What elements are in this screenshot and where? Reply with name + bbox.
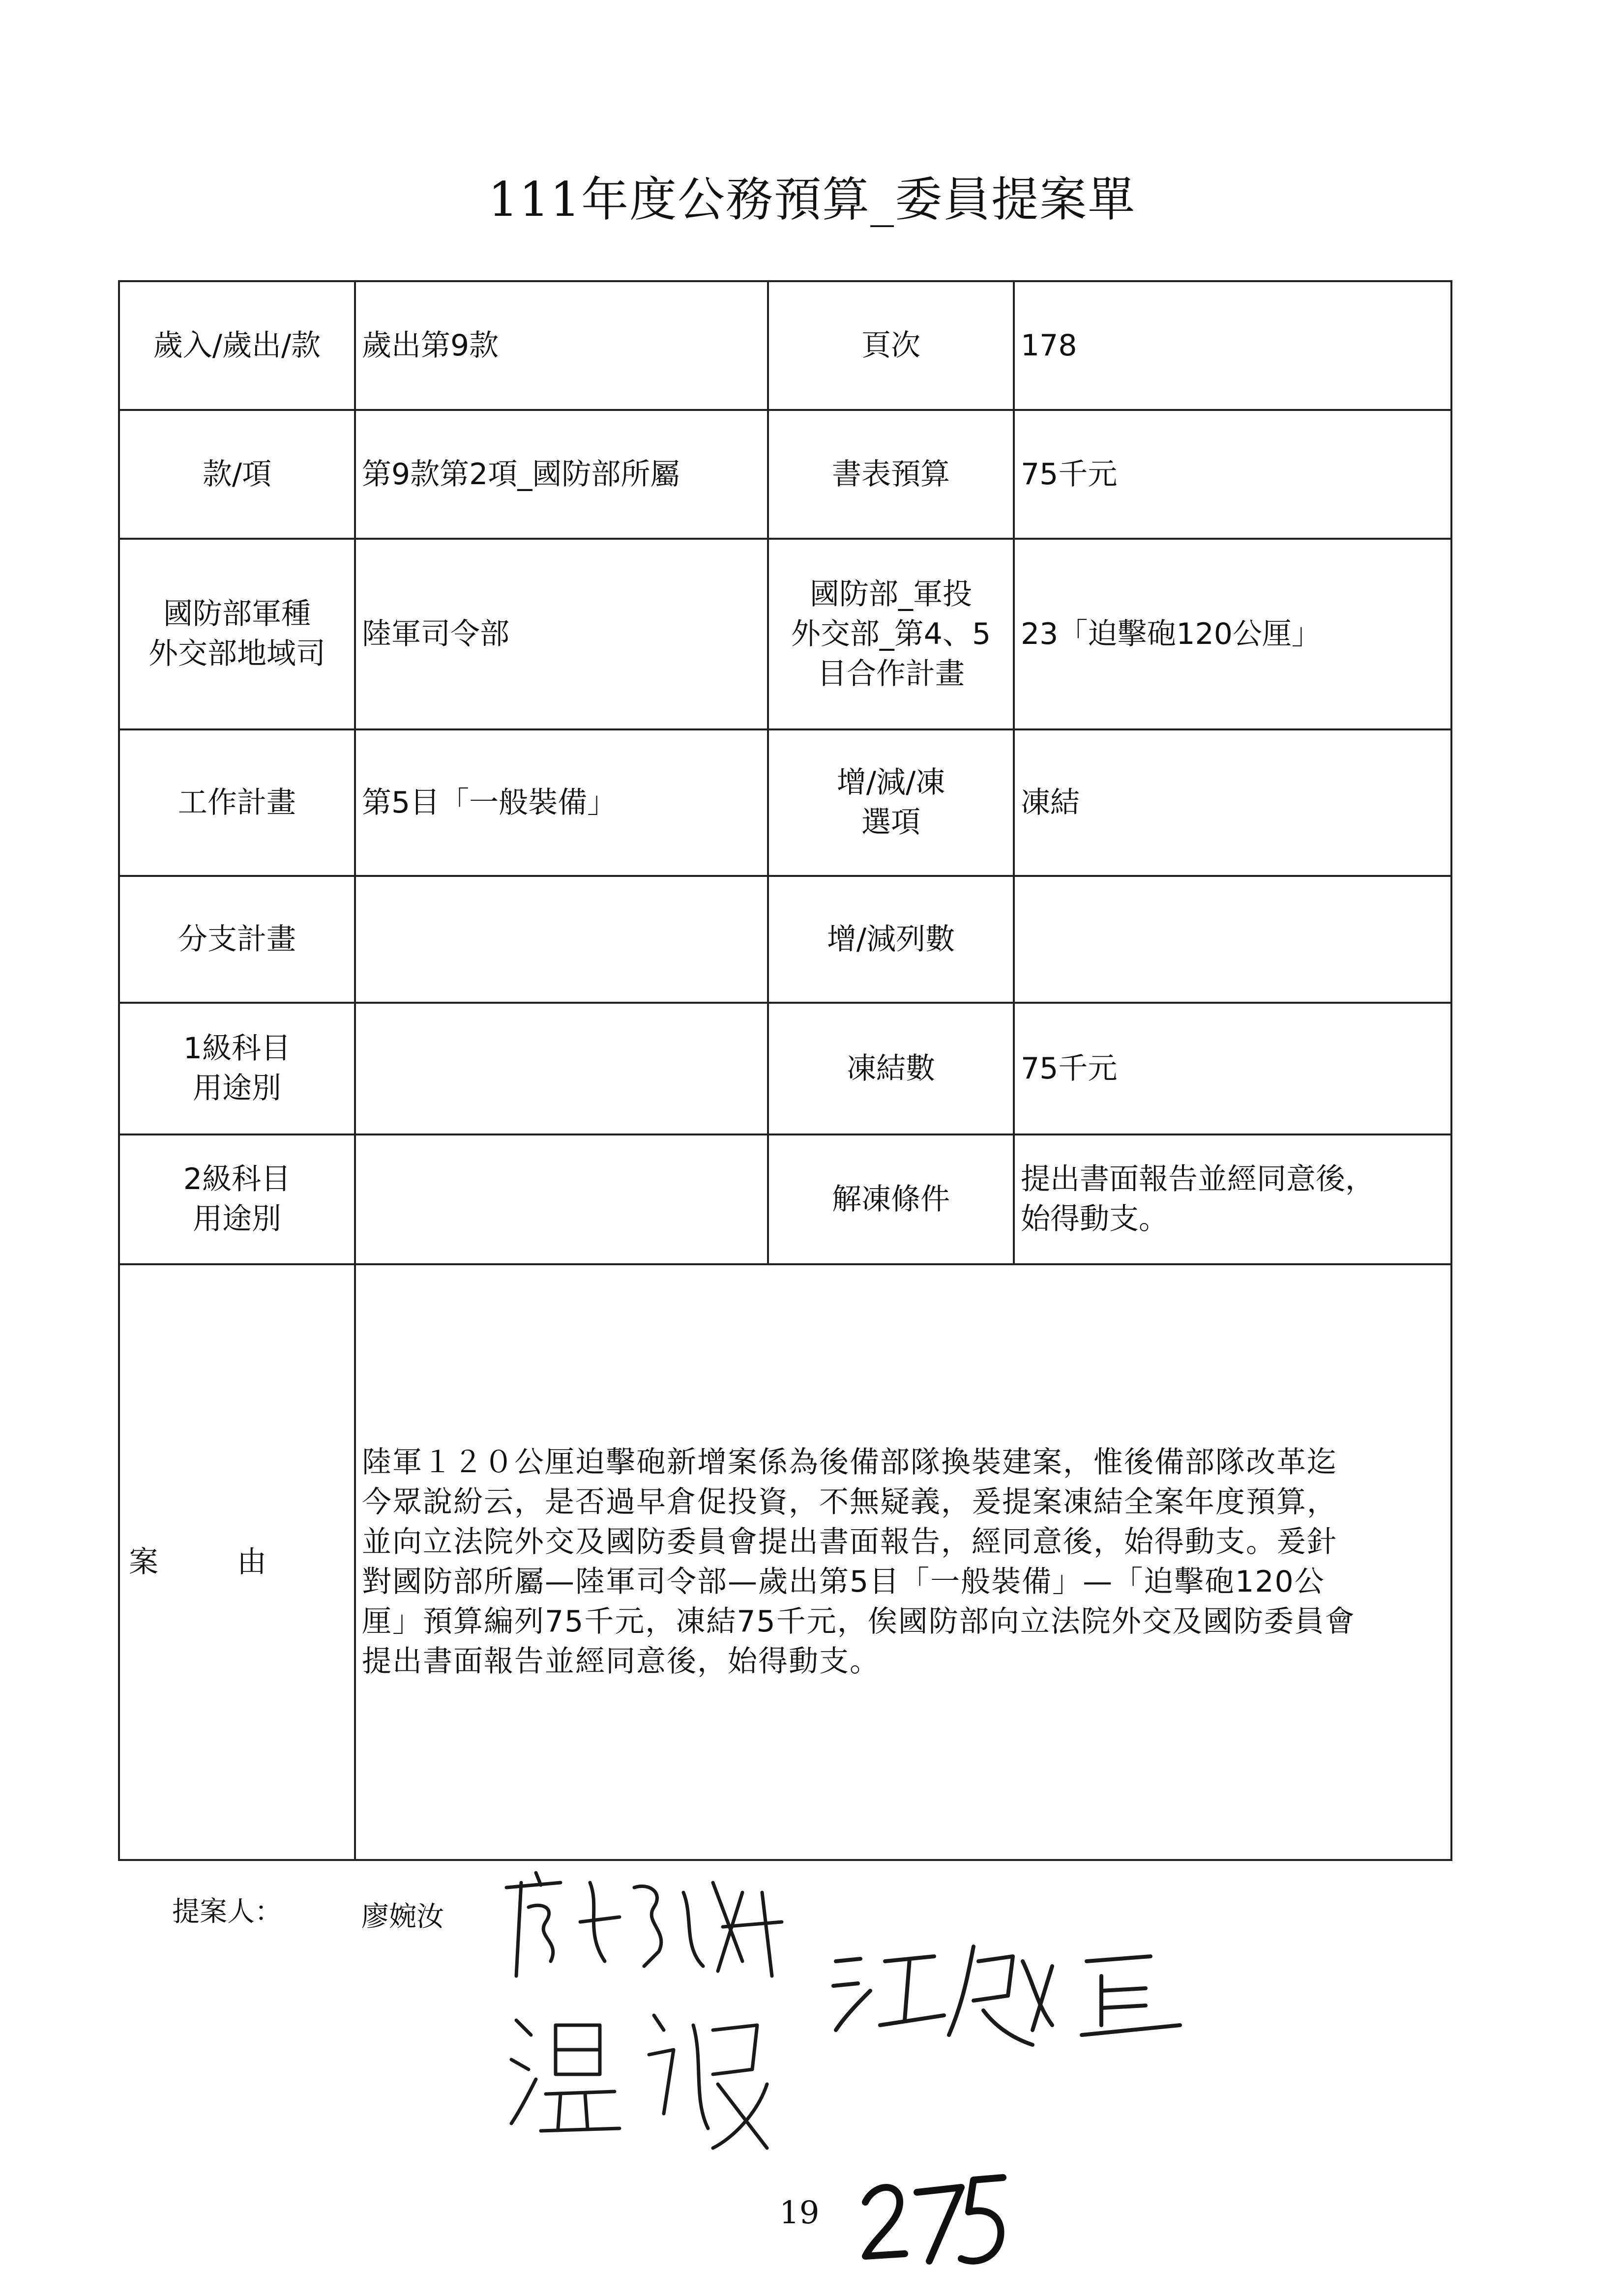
label-line: 增/減/凍 — [836, 765, 945, 800]
reason-text — [355, 1264, 1451, 1860]
field-value: 75千元 — [1014, 410, 1451, 539]
reason-label: 案由 — [119, 1264, 355, 1860]
label-line: 用途別 — [193, 1202, 281, 1236]
field-label: 分支計畫 — [119, 876, 355, 1003]
label-line: 選項 — [861, 805, 920, 840]
field-value: 陸軍司令部 — [355, 539, 768, 729]
value-line: 始得動支。 — [1021, 1202, 1168, 1236]
signature-1 — [487, 1863, 801, 1991]
field-value: 歲出第9款 — [355, 281, 768, 410]
label-line: 國防部_軍投 — [810, 577, 972, 611]
field-label: 頁次 — [768, 281, 1014, 410]
reason-line: 並向立法院外交及國防委員會提出書面報告，經同意後，始得動支。爰針 — [362, 1525, 1337, 1559]
page-number: 19 — [779, 2195, 820, 2231]
table-row — [119, 410, 1451, 539]
field-value: 第5目「一般裝備」 — [355, 729, 768, 876]
label-line: 1級科目 — [183, 1031, 291, 1066]
label-line: 外交部地域司 — [148, 637, 325, 671]
reason-line: 陸軍１２０公厘迫擊砲新增案係為後備部隊換裝建案，惟後備部隊改革迄 — [362, 1445, 1337, 1480]
handwritten-page-number — [856, 2163, 1013, 2276]
field-label: 解凍條件 — [768, 1134, 1014, 1264]
label-line: 用途別 — [193, 1071, 281, 1105]
field-value — [1014, 876, 1451, 1003]
table-row — [119, 729, 1451, 876]
field-value: 178 — [1014, 281, 1451, 410]
proposer-label: 提案人： — [172, 1896, 282, 1928]
field-label: 工作計畫 — [119, 729, 355, 876]
label-line: 國防部軍種 — [163, 597, 311, 631]
reason-line: 今眾說紛云，是否過早倉促投資，不無疑義，爰提案凍結全案年度預算， — [362, 1485, 1337, 1519]
field-label: 歲入/歲出/款 — [119, 281, 355, 410]
value-line: 提出書面報告並經同意後， — [1021, 1162, 1375, 1196]
field-label — [119, 539, 355, 729]
field-value — [355, 1003, 768, 1134]
field-value: 第9款第2項_國防部所屬 — [355, 410, 768, 539]
field-label: 書表預算 — [768, 410, 1014, 539]
signature-3 — [826, 1932, 1200, 2055]
table-row — [119, 1134, 1451, 1264]
field-label: 款/項 — [119, 410, 355, 539]
field-value — [355, 876, 768, 1003]
table-row — [119, 281, 1451, 410]
table-row-reason — [119, 1264, 1451, 1860]
field-value: 23「迫擊砲120公厘」 — [1014, 539, 1451, 729]
field-label — [768, 729, 1014, 876]
reason-line: 厘」預算編列75千元，凍結75千元，俟國防部向立法院外交及國防委員會 — [362, 1604, 1356, 1639]
table-row — [119, 539, 1451, 729]
reason-line: 提出書面報告並經同意後，始得動支。 — [362, 1644, 880, 1679]
document-title: 111年度公務預算_委員提案單 — [488, 172, 1136, 227]
field-label — [768, 539, 1014, 729]
field-label — [119, 1003, 355, 1134]
proposal-form-table — [118, 280, 1452, 1861]
label-line: 2級科目 — [183, 1162, 291, 1196]
field-label: 凍結數 — [768, 1003, 1014, 1134]
label-line: 外交部_第4、5 — [791, 616, 991, 651]
reason-line: 對國防部所屬—陸軍司令部—歲出第5目「一般裝備」—「迫擊砲120公 — [362, 1565, 1325, 1599]
field-label — [119, 1134, 355, 1264]
table-row — [119, 1003, 1451, 1134]
field-label: 增/減列數 — [768, 876, 1014, 1003]
field-value: 凍結 — [1014, 729, 1451, 876]
field-value — [1014, 1134, 1451, 1264]
label-line: 目合作計畫 — [817, 656, 965, 691]
signature-2 — [502, 2001, 826, 2163]
proposer-name: 廖婉汝 — [361, 1901, 444, 1933]
field-value — [355, 1134, 768, 1264]
field-value: 75千元 — [1014, 1003, 1451, 1134]
table-row — [119, 876, 1451, 1003]
